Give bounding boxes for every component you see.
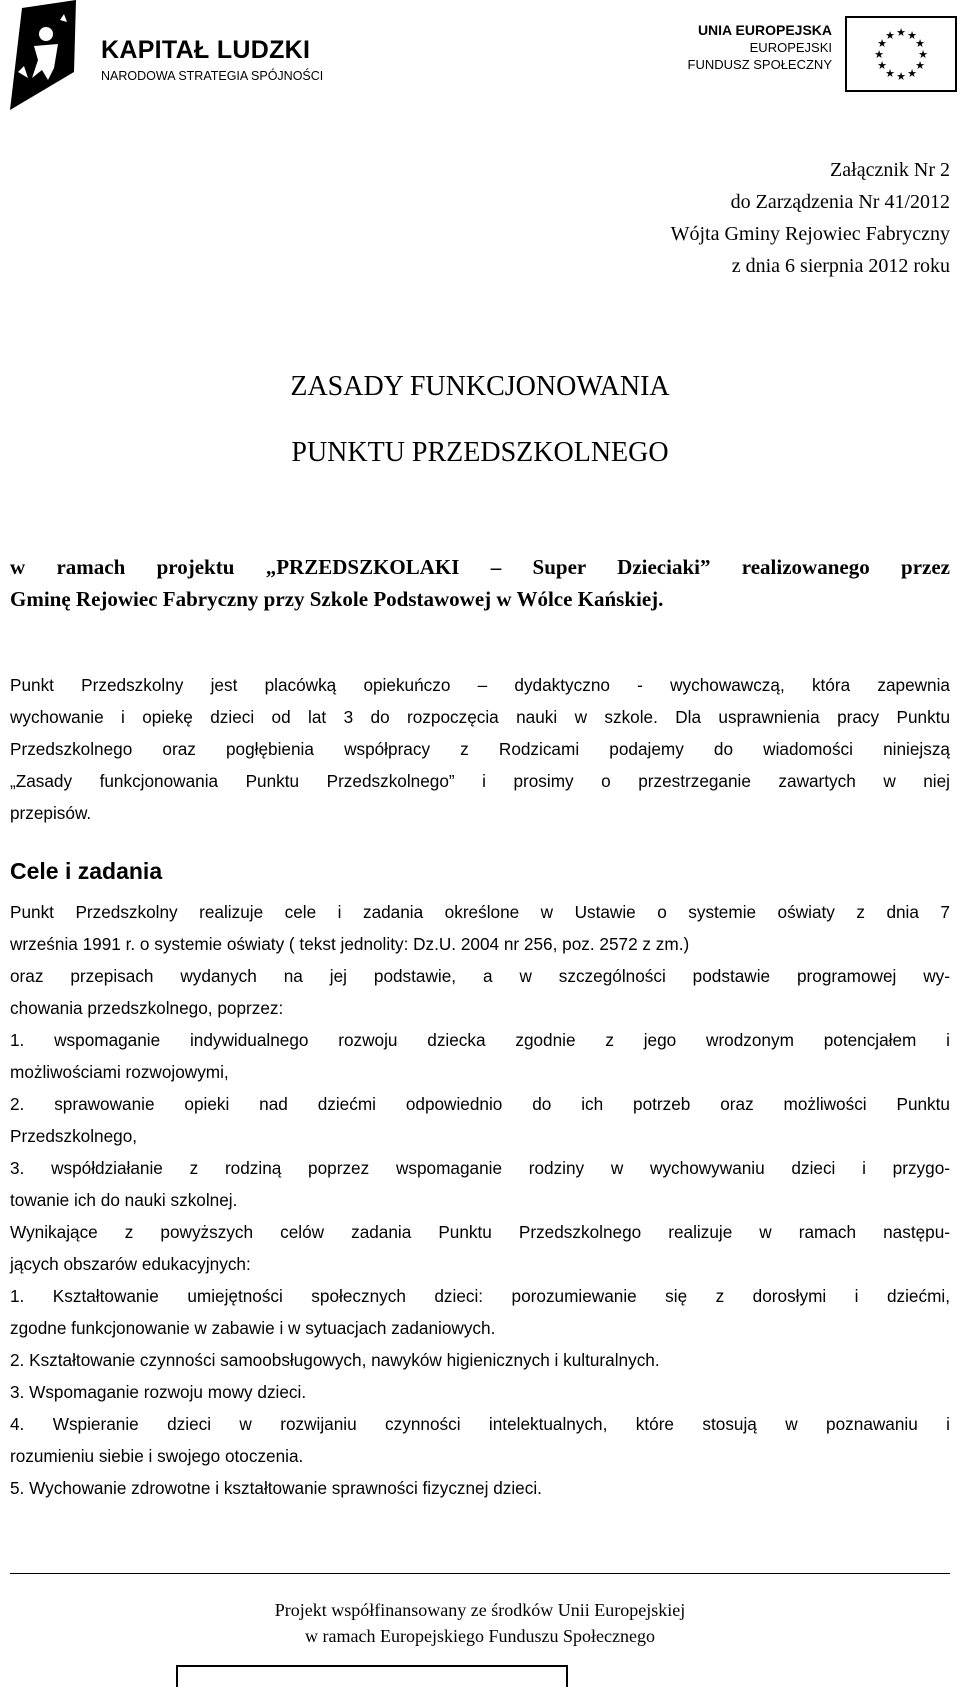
goals-line: 3. Wspomaganie rozwoju mowy dzieci. (10, 1382, 307, 1402)
goals-line: towanie ich do nauki szkolnej. (10, 1190, 238, 1210)
lead-line-2: Gminę Rejowiec Fabryczny przy Szkole Podstawowej w Wólce Kańskiej. (10, 587, 664, 611)
goals-line: Wynikające z powyższych celów zadania Punktu Przedszkolnego realizuje w ramach następu- (10, 1222, 950, 1242)
svg-text:★: ★ (877, 37, 887, 50)
footer (0, 1597, 960, 1649)
svg-text:★: ★ (915, 37, 925, 50)
svg-text:★: ★ (885, 67, 895, 80)
eu-line-1: UNIA EUROPEJSKA (697, 22, 832, 38)
svg-text:★: ★ (896, 26, 906, 39)
svg-text:★: ★ (907, 67, 917, 80)
intro-line: „Zasady funkcjonowania Punktu Przedszkolnego” i prosimy o przestrzeganie zawartych w niej (10, 771, 950, 791)
footer-divider (10, 1573, 950, 1574)
goals-line: 2. sprawowanie opieki nad dziećmi odpowiednio do ich potrzeb oraz możliwości Punktu (10, 1094, 950, 1114)
annex-line-2: do Zarządzenia Nr 41/2012 (730, 191, 950, 213)
goals-line: chowania przedszkolnego, poprzez: (10, 998, 284, 1018)
goals-paragraph (10, 896, 950, 1504)
section-heading: Cele i zadania (10, 858, 163, 884)
project-lead (10, 551, 950, 615)
footer-line-1: Projekt współfinansowany ze środków Unii Europejskiej (274, 1600, 686, 1620)
title-line-2: PUNKTU PRZEDSZKOLNEGO (291, 437, 669, 468)
annex-line-4: z dnia 6 sierpnia 2012 roku (731, 255, 950, 277)
annex-block (671, 154, 950, 282)
svg-text:★: ★ (896, 70, 906, 83)
svg-text:★: ★ (874, 48, 884, 61)
goals-line: 3. współdziałanie z rodziną poprzez wspomaganie rodziny w wychowywaniu dzieci i przygo- (10, 1158, 950, 1178)
intro-paragraph (10, 669, 950, 829)
svg-text:★: ★ (877, 59, 887, 72)
annex-line-3: Wójta Gminy Rejowiec Fabryczny (670, 223, 950, 245)
goals-line: jących obszarów edukacyjnych: (10, 1254, 251, 1274)
intro-line: przepisów. (10, 803, 92, 823)
kapital-ludzki-title: KAPITAŁ LUDZKI (101, 36, 311, 64)
eu-line-3: FUNDUSZ SPOŁECZNY (687, 57, 832, 72)
svg-text:★: ★ (915, 59, 925, 72)
svg-text:★: ★ (885, 29, 895, 42)
intro-line: Przedszkolnego oraz pogłębienia współpracy z Rodzicami podajemy do wiadomości niniejszą (10, 739, 950, 759)
footer-line-2: w ramach Europejskiego Funduszu Społecznego (305, 1626, 655, 1646)
goals-line: 4. Wspieranie dzieci w rozwijaniu czynności intelektualnych, które stosują w poznawaniu i (10, 1414, 950, 1434)
goals-line: zgodne funkcjonowanie w zabawie i w sytuacjach zadaniowych. (10, 1318, 496, 1338)
intro-line: wychowanie i opiekę dzieci od lat 3 do rozpoczęcia nauki w szkole. Dla usprawnienia pracy Punktu (10, 707, 950, 727)
goals-line: 1. wspomaganie indywidualnego rozwoju dziecka zgodnie z jego wrodzonym potencjałem i (10, 1030, 950, 1050)
svg-text:★: ★ (918, 48, 928, 61)
goals-line: Przedszkolnego, (10, 1126, 138, 1146)
document-title (0, 354, 960, 486)
goals-line: rozumieniu siebie i swojego otoczenia. (10, 1446, 304, 1466)
kapital-ludzki-logo (4, 0, 349, 112)
annex-line-1: Załącznik Nr 2 (830, 159, 950, 181)
goals-line: 1. Kształtowanie umiejętności społecznych dzieci: porozumiewanie się z dorosłymi i dziećmi, (10, 1286, 950, 1306)
goals-line: możliwościami rozwojowymi, (10, 1062, 229, 1082)
goals-line: 5. Wychowanie zdrowotne i kształtowanie sprawności fizycznej dzieci. (10, 1478, 542, 1498)
kapital-ludzki-emblem-icon (4, 0, 94, 112)
goals-line: Punkt Przedszkolny realizuje cele i zadania określone w Ustawie o systemie oświaty z dnia 7 (10, 902, 950, 922)
eu-stars-icon (847, 18, 955, 90)
lead-line-1: w ramach projektu „PRZEDSZKOLAKI – Super Dzieciaki” realizowanego przez (10, 555, 950, 579)
eu-logo-text (662, 22, 832, 73)
eu-line-2: EUROPEJSKI (749, 40, 832, 55)
goals-line: września 1991 r. o systemie oświaty ( tekst jednolity: Dz.U. 2004 nr 256, poz. 2572 z zm.) (10, 934, 690, 954)
intro-line: Punkt Przedszkolny jest placówką opiekuńczo – dydaktyczno - wychowawczą, która zapewnia (10, 675, 950, 695)
page-number-box (176, 1665, 568, 1687)
goals-line: 2. Kształtowanie czynności samoobsługowych, nawyków higienicznych i kulturalnych. (10, 1350, 660, 1370)
title-line-1: ZASADY FUNKCJONOWANIA (290, 371, 670, 402)
kapital-ludzki-subtitle: NARODOWA STRATEGIA SPÓJNOŚCI (101, 69, 324, 83)
eu-flag-icon (845, 16, 957, 92)
svg-text:★: ★ (907, 29, 917, 42)
goals-line: oraz przepisach wydanych na jej podstawie, a w szczególności podstawie programowej wy- (10, 966, 950, 986)
